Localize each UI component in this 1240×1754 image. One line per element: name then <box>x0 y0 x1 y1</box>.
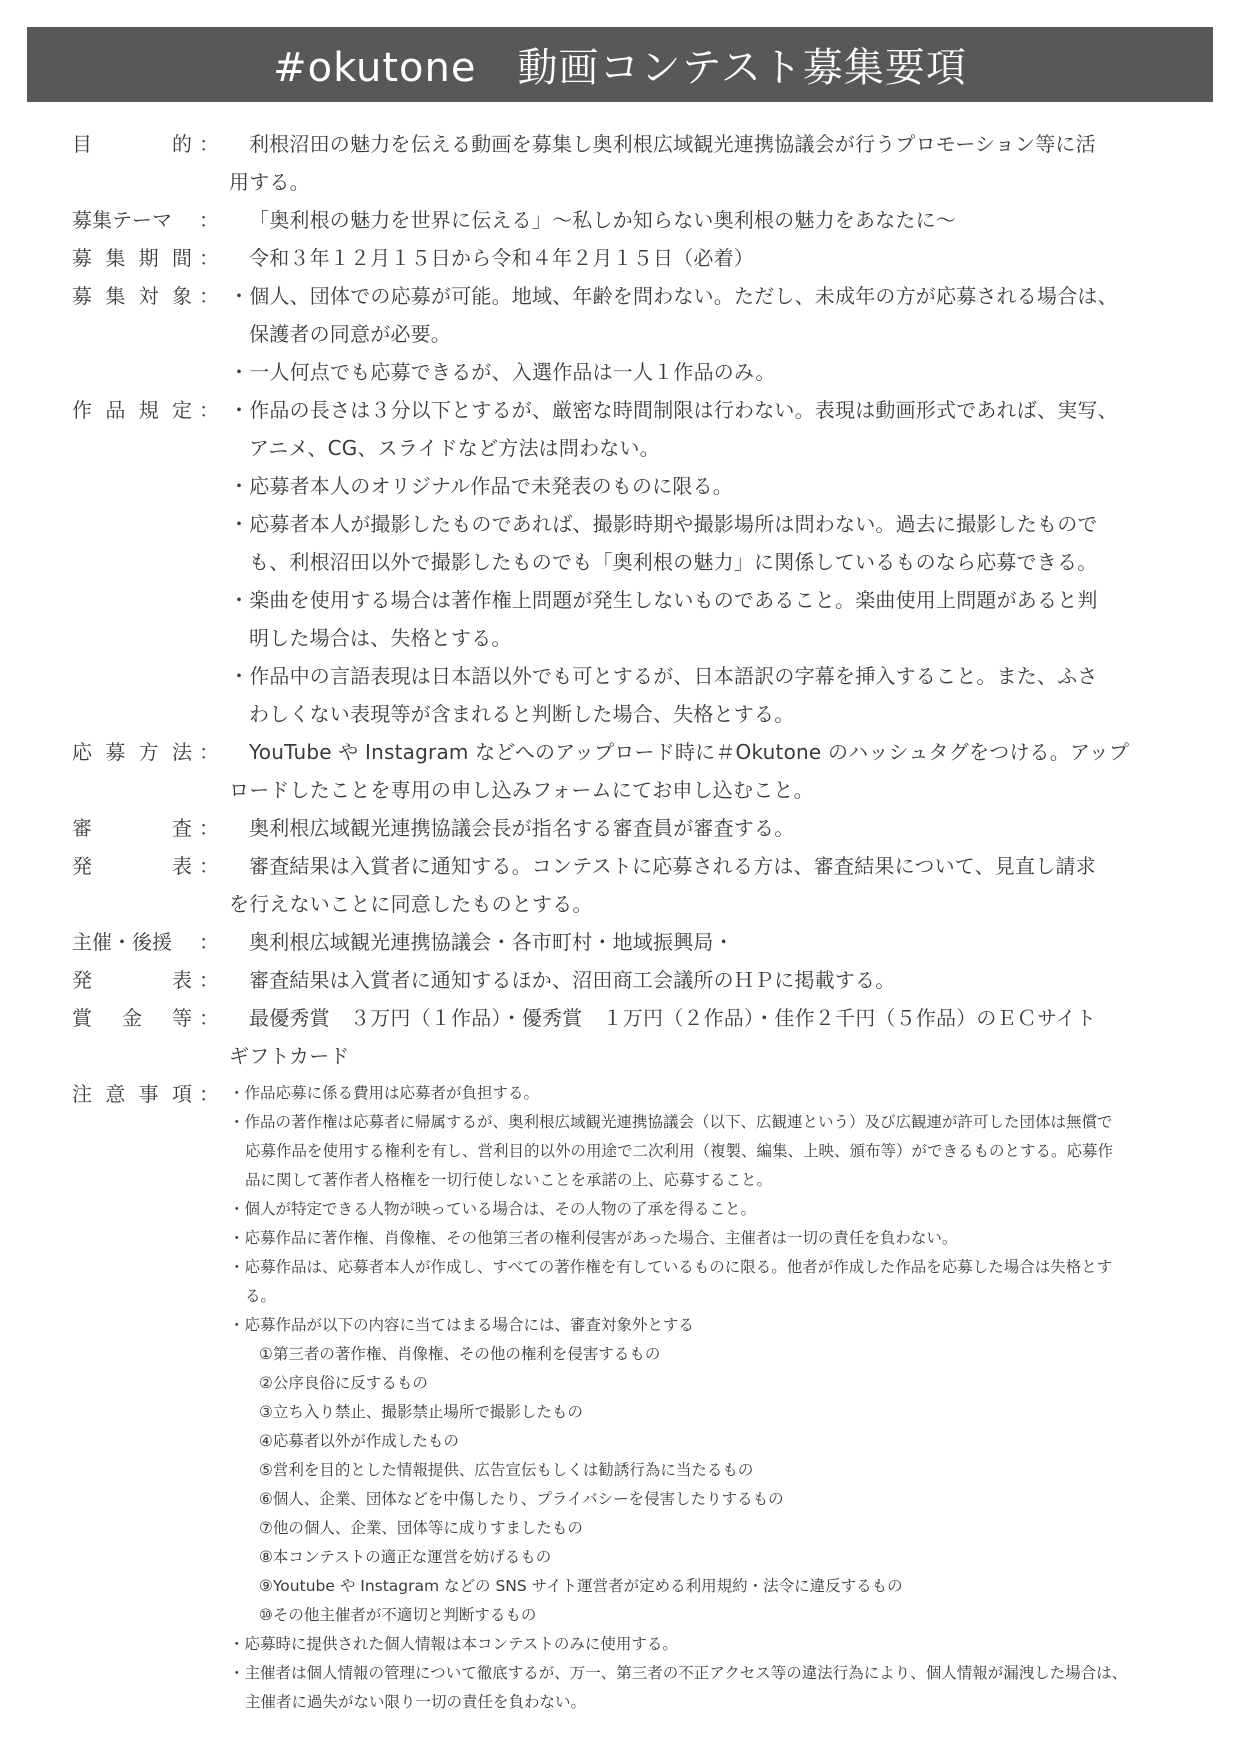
section-label-char: 発 <box>72 854 92 878</box>
section-label <box>72 391 192 429</box>
text-line: 令和３年１２月１５日から令和４年２月１５日（必着） <box>249 246 754 270</box>
section-label-char: 象 <box>171 284 192 308</box>
section-label <box>72 999 192 1037</box>
section-label <box>72 125 192 163</box>
section-label-char: 表 <box>172 968 192 992</box>
guidelines-content <box>0 125 1240 1717</box>
text-line: ・主催者は個人情報の管理について徹底するが、万一、第三者の不正アクセス等の違法行為により、個人情報が漏洩した場合は、 <box>229 1664 1128 1682</box>
text-line: ・応募作品は、応募者本人が作成し、すべての著作権を有しているものに限る。他者が作成した作品を応募した場合は失格とす <box>229 1258 1113 1276</box>
bullet-item <box>229 505 1179 581</box>
section-colon: ： <box>199 968 219 992</box>
note-item <box>229 1079 1189 1108</box>
section-row <box>0 961 1240 999</box>
section-body <box>229 847 1179 923</box>
note-item <box>229 1195 1189 1224</box>
section-label-char: 作 <box>72 398 92 422</box>
note-item <box>229 1108 1189 1195</box>
section-label-char: 募集テーマ <box>72 208 172 232</box>
section-colon: ： <box>199 208 219 232</box>
section-label-char: 集 <box>105 284 126 308</box>
section-text <box>229 847 1179 923</box>
section-label-char: 品 <box>105 398 126 422</box>
section-row <box>0 201 1240 239</box>
section-label-char: 募 <box>72 246 92 270</box>
section-label-char: 対 <box>138 284 159 308</box>
section-row <box>0 847 1240 923</box>
note-item <box>229 1253 1189 1311</box>
section-text <box>229 809 1179 847</box>
section-label <box>72 201 192 239</box>
section-label-char: 期 <box>138 246 159 270</box>
section-label-char: 規 <box>138 398 159 422</box>
section-body <box>229 277 1179 391</box>
bullet-item <box>229 391 1179 467</box>
section-label <box>72 961 192 999</box>
page-title: #okutone 動画コンテスト募集要項 <box>27 27 1213 102</box>
note-subitem: ③立ち入り禁止、撮影禁止場所で撮影したもの <box>259 1403 583 1421</box>
text-line: ・作品の著作権は応募者に帰属するが、奥利根広域観光連携協議会（以下、広観連という）及び広観連が許可した団体は無償で <box>229 1113 1113 1131</box>
section-text <box>229 239 1179 277</box>
section-body <box>229 733 1179 809</box>
note-item <box>229 1311 1189 1340</box>
text-line: 奥利根広域観光連携協議会・各市町村・地域振興局・ <box>249 930 734 954</box>
bullet-item <box>229 581 1179 657</box>
section-colon: ： <box>199 1006 219 1030</box>
section-label-char: 注 <box>72 1082 92 1106</box>
section-label <box>72 1075 192 1113</box>
text-line: ・応募作品が以下の内容に当てはまる場合には、審査対象外とする <box>229 1316 695 1334</box>
section-label-char: 項 <box>171 1082 192 1106</box>
section-label <box>72 847 192 885</box>
note-subitem: ⑤営利を目的とした情報提供、広告宣伝もしくは勧誘行為に当たるもの <box>259 1461 754 1479</box>
bullet-item <box>229 657 1179 733</box>
text-line: 奥利根広域観光連携協議会長が指名する審査員が審査する。 <box>249 816 795 840</box>
text-line: 審査結果は入賞者に通知する。コンテストに応募される方は、審査結果について、見直し請求 <box>249 854 1096 878</box>
text-line: ・作品応募に係る費用は応募者が負担する。 <box>229 1084 540 1102</box>
section-label-char: 事 <box>138 1082 159 1106</box>
section-text <box>229 201 1179 239</box>
section-label <box>72 809 192 847</box>
text-line: 応募作品を使用する権利を有し、営利目的以外の用途で二次利用（複製、編集、上映、頒布等）ができるものとする。応募作 <box>245 1142 1114 1160</box>
text-line: 保護者の同意が必要。 <box>249 322 451 346</box>
section-label-char: 等 <box>172 1006 192 1030</box>
section-label-char: 法 <box>171 740 192 764</box>
section-label-char: 的 <box>172 132 192 156</box>
text-line: ・一人何点でも応募できるが、入選作品は一人１作品のみ。 <box>229 360 776 384</box>
text-line: る。 <box>245 1287 277 1305</box>
section-row <box>0 277 1240 391</box>
text-line: YouTube や Instagram などへのアップロード時に＃Okutone のハッシュタグをつける。アップ <box>249 740 1130 764</box>
section-label-char: 表 <box>172 854 192 878</box>
section-row <box>0 999 1240 1075</box>
notes-row <box>0 1075 1240 1717</box>
text-line: 「奥利根の魅力を世界に伝える」〜私しか知らない奥利根の魅力をあなたに〜 <box>249 208 956 232</box>
text-line: ・応募時に提供された個人情報は本コンテストのみに使用する。 <box>229 1635 678 1653</box>
section-colon: ： <box>199 816 219 840</box>
text-line: ギフトカード <box>229 1044 350 1068</box>
section-row <box>0 923 1240 961</box>
section-colon: ： <box>199 246 219 270</box>
section-text <box>229 999 1179 1075</box>
text-line: アニメ、CG、スライドなど方法は問わない。 <box>249 436 660 460</box>
section-label-char: 間 <box>171 246 192 270</box>
section-row <box>0 391 1240 733</box>
section-colon: ： <box>199 284 219 308</box>
text-line: ・作品中の言語表現は日本語以外でも可とするが、日本語訳の字幕を挿入すること。また、ふさ <box>229 664 1098 688</box>
section-label-char: 募 <box>105 740 126 764</box>
note-subitem: ⑧本コンテストの適正な運営を妨げるもの <box>259 1548 552 1566</box>
note-item <box>229 1224 1189 1253</box>
text-line: 審査結果は入賞者に通知するほか、沼田商工会議所のＨＰに掲載する。 <box>249 968 896 992</box>
section-label <box>72 239 192 277</box>
text-line: ・楽曲を使用する場合は著作権上問題が発生しないものであること。楽曲使用上問題があると判 <box>229 588 1098 612</box>
section-colon: ： <box>199 740 219 764</box>
section-text <box>229 125 1179 201</box>
bullet-item <box>229 353 1179 391</box>
text-line: 明した場合は、失格とする。 <box>249 626 512 650</box>
section-row <box>0 809 1240 847</box>
section-label <box>72 277 192 315</box>
section-label-char: 主催・後援 <box>72 930 172 954</box>
note-subitem: ⑨Youtube や Instagram などの SNS サイト運営者が定める利用規約・法令に違反するもの <box>259 1577 903 1595</box>
note-item <box>229 1630 1189 1659</box>
text-line: わしくない表現等が含まれると判断した場合、失格とする。 <box>249 702 795 726</box>
text-line: 品に関して著作者人格権を一切行使しないことを承諾の上、応募すること。 <box>245 1171 773 1189</box>
note-item <box>229 1659 1189 1717</box>
section-label-char: 査 <box>172 816 192 840</box>
section-colon: ： <box>199 132 219 156</box>
bullet-item <box>229 467 1179 505</box>
text-line: ・応募者本人のオリジナル作品で未発表のものに限る。 <box>229 474 733 498</box>
section-label-char: 定 <box>171 398 192 422</box>
section-row <box>0 239 1240 277</box>
section-body <box>229 999 1179 1075</box>
text-line: 利根沼田の魅力を伝える動画を募集し奥利根広域観光連携協議会が行うプロモーション等に活 <box>249 132 1096 156</box>
section-row <box>0 125 1240 201</box>
section-label-char: 賞 <box>72 1006 92 1030</box>
section-body <box>229 961 1179 999</box>
text-line: も、利根沼田以外で撮影したものでも「奥利根の魅力」に関係しているものなら応募できる。 <box>249 550 1098 574</box>
text-line: を行えないことに同意したものとする。 <box>229 892 593 916</box>
section-body <box>229 125 1179 201</box>
note-subitem: ⑦他の個人、企業、団体等に成りすましたもの <box>259 1519 583 1537</box>
section-text <box>229 961 1179 999</box>
section-label-char: 方 <box>138 740 159 764</box>
section-colon: ： <box>199 398 219 422</box>
section-label-char: 集 <box>105 246 126 270</box>
text-line: 用する。 <box>229 170 310 194</box>
text-line: ・応募作品に著作権、肖像権、その他第三者の権利侵害があった場合、主催者は一切の責任を負わない。 <box>229 1229 958 1247</box>
section-label-char: 金 <box>122 1006 142 1030</box>
text-line: ・作品の長さは３分以下とするが、厳密な時間制限は行わない。表現は動画形式であれば、実写、 <box>229 398 1118 422</box>
notes-body <box>229 1075 1189 1717</box>
section-label-char: 応 <box>72 740 92 764</box>
section-body <box>229 239 1179 277</box>
section-label-char: 目 <box>72 132 92 156</box>
section-body <box>229 809 1179 847</box>
section-text <box>229 923 1179 961</box>
note-subitem: ②公序良俗に反するもの <box>259 1374 428 1392</box>
section-row <box>0 733 1240 809</box>
text-line: ロードしたことを専用の申し込みフォームにてお申し込むこと。 <box>229 778 814 802</box>
section-body <box>229 201 1179 239</box>
text-line: ・応募者本人が撮影したものであれば、撮影時期や撮影場所は問わない。過去に撮影したもので <box>229 512 1098 536</box>
section-label-char: 審 <box>72 816 92 840</box>
section-body <box>229 923 1179 961</box>
note-subitem: ④応募者以外が作成したもの <box>259 1432 459 1450</box>
section-colon: ： <box>199 854 219 878</box>
text-line: ・個人が特定できる人物が映っている場合は、その人物の了承を得ること。 <box>229 1200 757 1218</box>
note-subitem: ⑩その他主催者が不適切と判断するもの <box>259 1606 537 1624</box>
section-body <box>229 391 1179 733</box>
text-line: 最優秀賞 ３万円（１作品）・優秀賞 １万円（２作品）・佳作２千円（５作品）のＥＣサイト <box>249 1006 1097 1030</box>
section-label <box>72 733 192 771</box>
section-label-char: 発 <box>72 968 92 992</box>
section-colon: ： <box>199 930 219 954</box>
section-label <box>72 923 192 961</box>
section-colon: ： <box>199 1082 219 1106</box>
section-label-char: 募 <box>72 284 92 308</box>
note-subitem: ①第三者の著作権、肖像権、その他の権利を侵害するもの <box>259 1345 661 1363</box>
text-line: ・個人、団体での応募が可能。地域、年齢を問わない。ただし、未成年の方が応募される場合は、 <box>229 284 1118 308</box>
section-text <box>229 733 1179 809</box>
bullet-item <box>229 277 1179 353</box>
section-label-char: 意 <box>105 1082 126 1106</box>
note-subitem: ⑥個人、企業、団体などを中傷したり、プライバシーを侵害したりするもの <box>259 1490 784 1508</box>
text-line: 主催者に過失がない限り一切の責任を負わない。 <box>245 1693 587 1711</box>
